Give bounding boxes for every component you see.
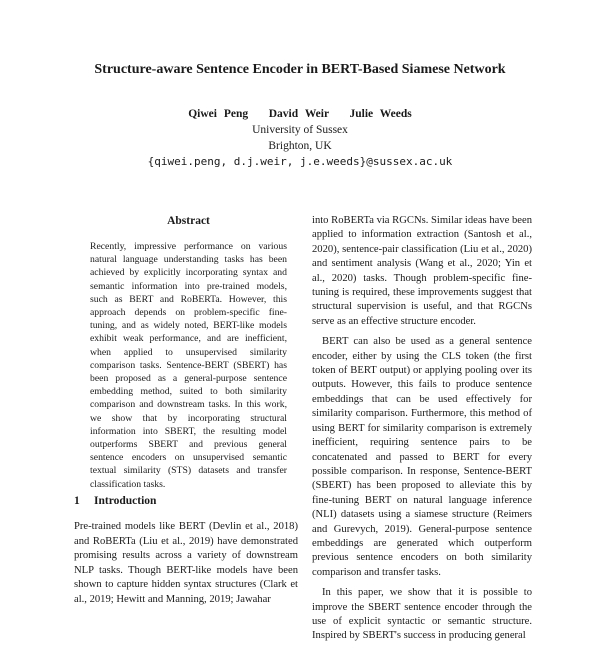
abstract-text: Recently, impressive performance on various natural language understanding tasks has been achieved by explicitly incorporating syntax and semantic information into pre-trained models, such as BERT and RoBERTa. However, this approach depends on problem-specific fine-tuning, and as widely noted, BERT-like models exhibit weak performance, and are inefficient, when applied to unsupervised similarity comparison tasks. Sentence-BERT (SBERT) has been proposed as a general-purpose sentence embedding method, suited to both similarity comparison and downstream tasks. In this work, we show that by incorporating structural information into SBERT, the resulting model outperforms SBERT and previous general sentence encoders on unsupervised semantic textual similarity (STS) datasets and transfer classification tasks. (90, 241, 287, 490)
right-column (312, 214, 532, 650)
abstract-heading: Abstract (167, 215, 210, 227)
section-title: Introduction (94, 495, 157, 507)
right-paragraph-3: In this paper, we show that it is possible to improve the SBERT sentence encoder through the use of explicit syntactic or semantic structure. Inspired by SBERT's success in producing general (312, 587, 532, 642)
introduction-heading (74, 494, 298, 508)
right-paragraph-1: into RoBERTa via RGCNs. Similar ideas have been applied to information extraction (Santosh et al., 2020), sentence-pair classification (Liu et al., 2020) and sentiment analysis (Wang et al., 2020; Yin et al., 2020) tasks. Though problem-specific fine-tuning is required, these improvements suggest that structural supervision is useful, and that RGCNs serve as an effective structure encoder. (312, 215, 532, 327)
author-location: Brighton, UK (268, 140, 332, 152)
section-number: 1 (74, 495, 80, 507)
introduction-text: Pre-trained models like BERT (Devlin et al., 2018) and RoBERTa (Liu et al., 2019) have demonstrated promising results across a variety of downstream NLP tasks. Though BERT-like models have been shown to capture hidden syntax structures (Clark et al., 2019; Hewitt and Manning, 2019; Jawahar (74, 521, 298, 605)
author-email: {qiwei.peng, d.j.weir, j.e.weeds}@sussex.ac.uk (147, 155, 453, 168)
author-names: Qiwei Peng David Weir Julie Weeds (188, 108, 412, 120)
abstract-section (90, 214, 287, 491)
author-block (0, 106, 600, 170)
author-affiliation: University of Sussex (252, 124, 348, 136)
paper-title: Structure-aware Sentence Encoder in BERT-Based Siamese Network (94, 62, 506, 77)
introduction-section (74, 494, 298, 607)
right-paragraph-2: BERT can also be used as a general sentence encoder, either by using the CLS token (the first token of BERT output) or applying pooling over its outputs. However, this fails to produce sentence embeddings that can be used effectively for similarity comparison. Furthermore, this method of using BERT for similarity comparison is extremely inefficient, requiring sentence pairs to be concatenated and passed to BERT for every possible comparison. In response, Sentence-BERT (SBERT) has been proposed to alleviate this by fine-tuning BERT on natural language inference (NLI) datasets using a siamese structure (Reimers and Gurevych, 2019). General-purpose sentence embeddings are generated which outperform previous sentence encoders on both similarity comparison and transfer tasks. (312, 336, 532, 578)
